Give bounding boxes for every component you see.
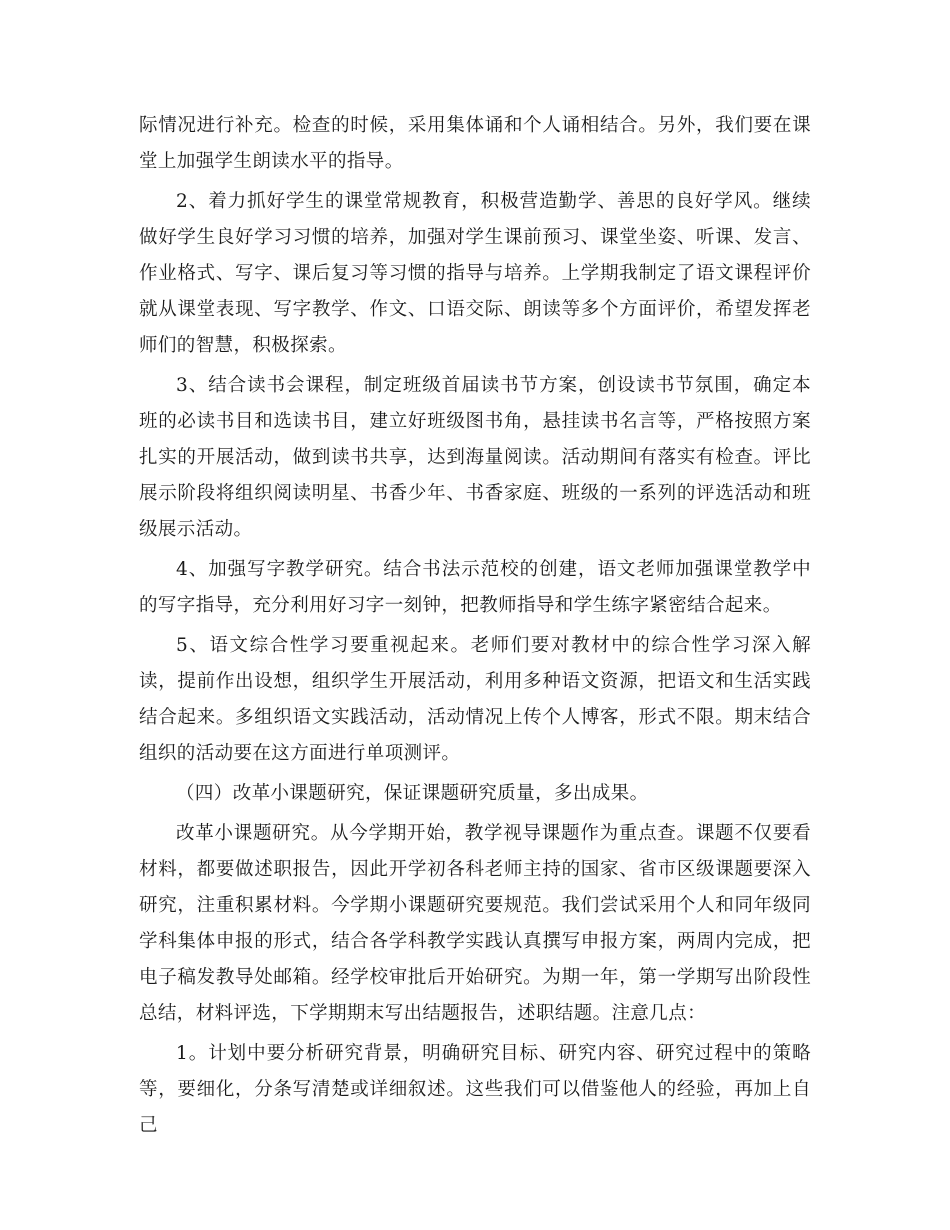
paragraph-item-3: 3、结合读书会课程，制定班级首届读书节方案，创设读书节氛围，确定本班的必读书目和选读书目，建立好班级图书角，悬挂读书名言等，严格按照方案扎实的开展活动，做到读书共享，达到海量阅读。活动期间有落实有检查。评比展示阶段将组织阅读明星、书香少年、书香家庭、班级的一系列的评选活动和班级展示活动。 xyxy=(139,375,811,540)
paragraph-item-2: 2、着力抓好学生的课堂常规教育，积极营造勤学、善思的良好学风。继续做好学生良好学习习惯的培养，加强对学生课前预习、课堂坐姿、听课、发言、作业格式、写字、课后复习等习惯的指导与培养。上学期我制定了语文课程评价就从课堂表现、写字教学、作文、口语交际、朗读等多个方面评价，希望发挥老师们的智慧，积极探索。 xyxy=(139,191,811,356)
section-heading-4: （四）改革小课题研究，保证课题研究质量，多出成果。 xyxy=(176,783,649,804)
paragraph-item-4: 4、加强写字教学研究。结合书法示范校的创建，语文老师加强课堂教学中的写字指导，充分利用好习字一刻钟，把教师指导和学生练字紧密结合起来。 xyxy=(139,559,811,616)
paragraph-continuation: 际情况进行补充。检查的时候，采用集体诵和个人诵相结合。另外，我们要在课堂上加强学生朗读水平的指导。 xyxy=(139,115,811,172)
paragraph-item-5: 5、语文综合性学习要重视起来。老师们要对教材中的综合性学习深入解读，提前作出设想，组织学生开展活动，利用多种语文资源，把语文和生活实践结合起来。多组织语文实践活动，活动情况上传个人博客，形式不限。期末结合组织的活动要在这方面进行单项测评。 xyxy=(139,635,811,764)
paragraph-note-1: 1。计划中要分析研究背景，明确研究目标、研究内容、研究过程中的策略等，要细化，分条写清楚或详细叙述。这些我们可以借鉴他人的经验，再加上自己 xyxy=(139,1043,811,1136)
paragraph-research-reform: 改革小课题研究。从今学期开始，教学视导课题作为重点查。课题不仅要看材料，都要做述职报告，因此开学初各科老师主持的国家、省市区级课题要深入研究，注重积累材料。今学期小课题研究要规范。我们尝试采用个人和同年级同学科集体申报的形式，结合各学科教学实践认真撰写申报方案，两周内完成，把电子稿发教导处邮箱。经学校审批后开始研究。为期一年，第一学期写出阶段性总结，材料评选，下学期期末写出结题报告，述职结题。注意几点： xyxy=(139,823,811,1024)
document-body xyxy=(139,108,811,1148)
